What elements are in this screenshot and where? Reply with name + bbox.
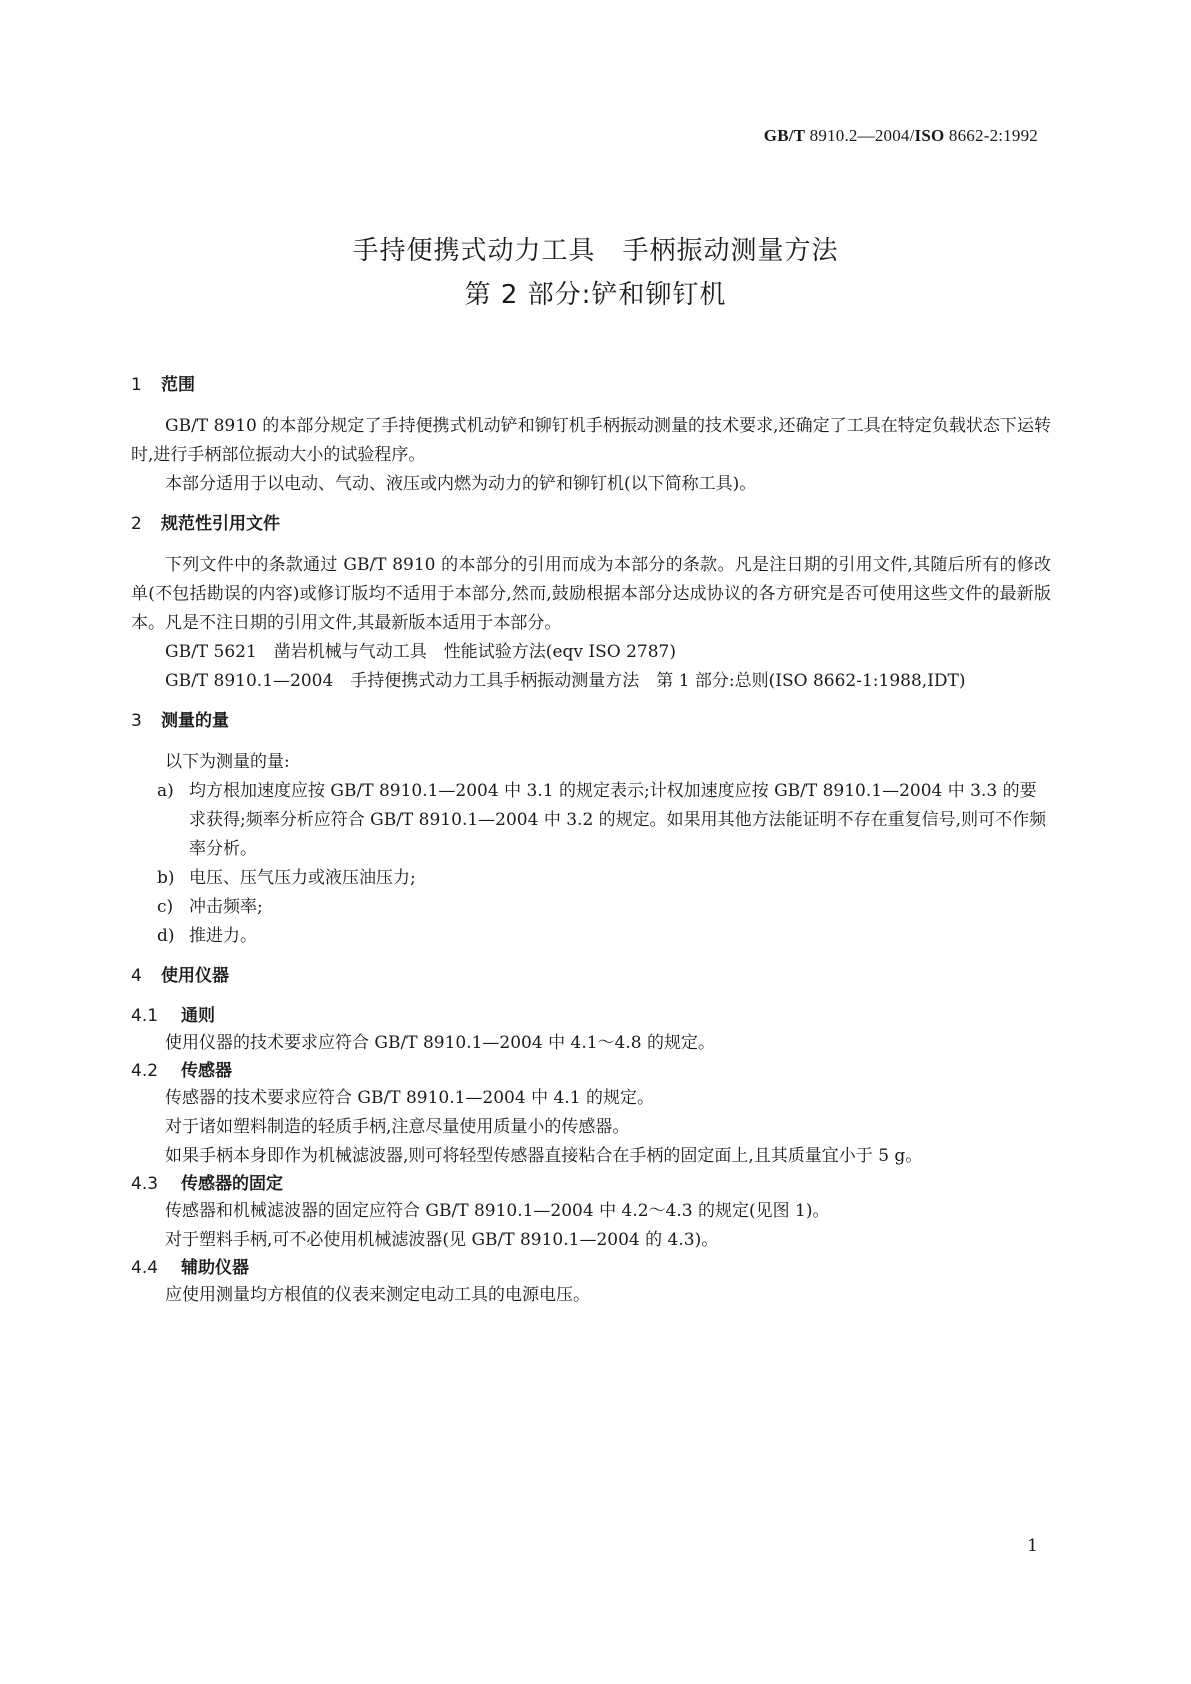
paragraph: 如果手柄本身即作为机械滤波器,则可将轻型传感器直接粘合在手柄的固定面上,且其质量宜小于 5 g。 [165, 1146, 923, 1166]
reference-item: GB/T 8910.1—2004 手持便携式动力工具手柄振动测量方法 第 1 部分:总则(ISO 8662-1:1988,IDT) [165, 671, 966, 691]
header-standard-number: 8910.2—2004/ [805, 126, 915, 145]
section-heading-3 [131, 708, 1051, 734]
subsection-heading-4-1 [131, 1003, 1051, 1029]
section-title: 测量的量 [161, 711, 229, 731]
subsection-number: 4.1 [131, 1006, 159, 1026]
paragraph: 以下为测量的量: [165, 752, 290, 772]
section-number: 4 [131, 966, 142, 986]
section-title: 使用仪器 [161, 966, 229, 986]
subsection-title: 辅助仪器 [181, 1258, 249, 1278]
document-subtitle: 第 2 部分:铲和铆钉机 [464, 280, 727, 310]
subsection-title: 传感器的固定 [181, 1174, 283, 1194]
list-item [131, 864, 1051, 893]
paragraph: 对于诸如塑料制造的轻质手柄,注意尽量使用质量小的传感器。 [165, 1117, 630, 1137]
list-marker: a) [157, 781, 174, 801]
list-item [131, 922, 1051, 951]
header-iso-prefix: ISO [914, 126, 945, 145]
subsection-number: 4.2 [131, 1061, 159, 1081]
list-item-text: 均方根加速度应按 GB/T 8910.1—2004 中 3.1 的规定表示;计权加速度应按 GB/T 8910.1—2004 中 3.3 的要求获得;频率分析应符合 GB/T 8910.1—2004 中 3.2 的规定。如果用其他方法能证明不存在重复信号,则可不作频率分析。 [189, 781, 1047, 859]
list-marker: b) [157, 868, 175, 888]
list-item-text: 电压、压气压力或液压油压力; [189, 868, 416, 888]
paragraph: 本部分适用于以电动、气动、液压或内燃为动力的铲和铆钉机(以下简称工具)。 [165, 474, 757, 494]
subsection-heading-4-3 [131, 1171, 1051, 1197]
header-standard-prefix: GB/T [763, 126, 806, 145]
paragraph: 应使用测量均方根值的仪表来测定电动工具的电源电压。 [165, 1285, 590, 1305]
document-body [131, 372, 1051, 1310]
subsection-title: 通则 [181, 1006, 215, 1026]
paragraph: 使用仪器的技术要求应符合 GB/T 8910.1—2004 中 4.1～4.8 的规定。 [165, 1033, 715, 1053]
document-header-code [764, 126, 1038, 146]
section-heading-2 [131, 511, 1051, 537]
section-number: 3 [131, 711, 142, 731]
list-item [131, 777, 1051, 864]
section-title: 范围 [161, 375, 195, 395]
subsection-number: 4.4 [131, 1258, 159, 1278]
section-title: 规范性引用文件 [161, 514, 280, 534]
paragraph: 传感器的技术要求应符合 GB/T 8910.1—2004 中 4.1 的规定。 [165, 1088, 654, 1108]
paragraph: 下列文件中的条款通过 GB/T 8910 的本部分的引用而成为本部分的条款。凡是注日期的引用文件,其随后所有的修改单(不包括勘误的内容)或修订版均不适用于本部分,然而,鼓励根据本部分达成协议的各方研究是否可使用这些文件的最新版本。凡是不注日期的引用文件,其最新版本适用于本部分。 [131, 555, 1051, 633]
list-item [131, 893, 1051, 922]
document-title: 手持便携式动力工具 手柄振动测量方法 [352, 236, 839, 266]
page-number: 1 [1027, 1536, 1038, 1556]
section-heading-4 [131, 963, 1051, 989]
subsection-number: 4.3 [131, 1174, 159, 1194]
paragraph: GB/T 8910 的本部分规定了手持便携式机动铲和铆钉机手柄振动测量的技术要求,还确定了工具在特定负载状态下运转时,进行手柄部位振动大小的试验程序。 [131, 416, 1051, 465]
header-iso-number: 8662-2:1992 [944, 126, 1038, 145]
section-number: 2 [131, 514, 142, 534]
subsection-title: 传感器 [181, 1061, 232, 1081]
subsection-heading-4-4 [131, 1255, 1051, 1281]
subsection-heading-4-2 [131, 1058, 1051, 1084]
paragraph: 对于塑料手柄,可不必使用机械滤波器(见 GB/T 8910.1—2004 的 4.3)。 [165, 1230, 719, 1250]
reference-item: GB/T 5621 凿岩机械与气动工具 性能试验方法(eqv ISO 2787) [165, 642, 676, 662]
list-item-text: 推进力。 [189, 926, 257, 946]
list-marker: d) [157, 926, 175, 946]
paragraph: 传感器和机械滤波器的固定应符合 GB/T 8910.1—2004 中 4.2～4.3 的规定(见图 1)。 [165, 1201, 830, 1221]
list-item-text: 冲击频率; [189, 897, 263, 917]
list-marker: c) [157, 897, 174, 917]
section-heading-1 [131, 372, 1051, 398]
section-number: 1 [131, 375, 142, 395]
